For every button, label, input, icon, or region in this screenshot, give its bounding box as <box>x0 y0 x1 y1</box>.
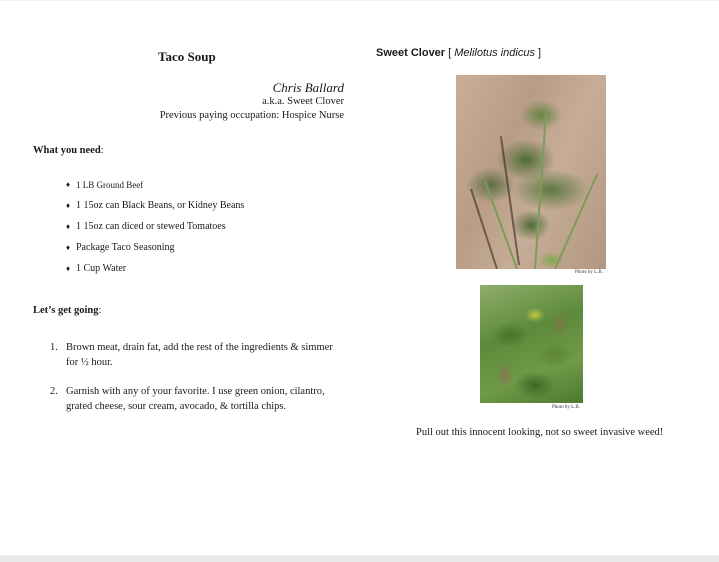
ingredient-text: 1 LB Ground Beef <box>76 180 144 190</box>
recipe-title: Taco Soup <box>158 49 216 64</box>
diamond-bullet-icon: ♦ <box>66 222 71 231</box>
step-text: Garnish with any of your favorite. I use green onion, cilantro, grated cheese, sour cream, avocado, & tortilla chips. <box>66 386 325 412</box>
steps-list <box>50 340 340 428</box>
recipe-author: Chris Ballard <box>272 80 344 95</box>
steps-heading <box>33 305 101 316</box>
step-number: 1. <box>50 342 58 353</box>
bracket-open: [ <box>445 47 455 59</box>
plant-stem <box>534 105 547 269</box>
weed-common-name: Sweet Clover <box>376 47 446 59</box>
ingredients-list <box>66 178 244 283</box>
author-occupation: Previous paying occupation: Hospice Nurse <box>159 110 344 121</box>
diamond-bullet-icon: ♦ <box>66 180 71 189</box>
weed-scientific-name: Melilotus indicus <box>454 47 535 59</box>
plant-shadow <box>470 189 498 269</box>
step-item <box>50 384 340 414</box>
weed-title <box>376 47 541 59</box>
ingredient-item <box>66 178 244 199</box>
ingredient-text: 1 15oz can diced or stewed Tomatoes <box>76 221 226 232</box>
diamond-bullet-icon: ♦ <box>66 264 71 273</box>
ingredient-item <box>66 220 244 241</box>
steps-heading-colon: : <box>98 305 102 316</box>
sweet-clover-photo-2 <box>480 285 583 403</box>
step-number: 2. <box>50 386 58 397</box>
ingredients-heading-text: What you need <box>33 145 101 156</box>
sweet-clover-photo-1 <box>456 75 606 269</box>
ingredients-heading-colon: : <box>100 145 104 156</box>
step-item <box>50 340 340 370</box>
weed-tagline: Pull out this innocent looking, not so sweet invasive weed! <box>416 427 664 438</box>
steps-heading-text: Let’s get going <box>33 305 99 316</box>
diamond-bullet-icon: ♦ <box>66 201 71 210</box>
photo-2-caption: Photo by L.B. <box>551 405 580 410</box>
ingredient-text: Package Taco Seasoning <box>76 242 175 253</box>
ingredient-item <box>66 199 244 220</box>
photo-1-caption: Photo by L.B. <box>574 270 603 275</box>
ingredient-item <box>66 241 244 262</box>
ingredient-text: 1 Cup Water <box>76 263 127 274</box>
diamond-bullet-icon: ♦ <box>66 243 71 252</box>
plant-stem <box>554 174 598 269</box>
bracket-close: ] <box>534 47 542 59</box>
step-text: Brown meat, drain fat, add the rest of the ingredients & simmer for ½ hour. <box>66 342 333 368</box>
ingredient-text: 1 15oz can Black Beans, or Kidney Beans <box>76 200 245 211</box>
ingredient-item <box>66 262 244 283</box>
ingredients-heading <box>33 145 104 156</box>
author-aka: a.k.a. Sweet Clover <box>262 96 344 107</box>
page-top-edge <box>0 0 719 1</box>
